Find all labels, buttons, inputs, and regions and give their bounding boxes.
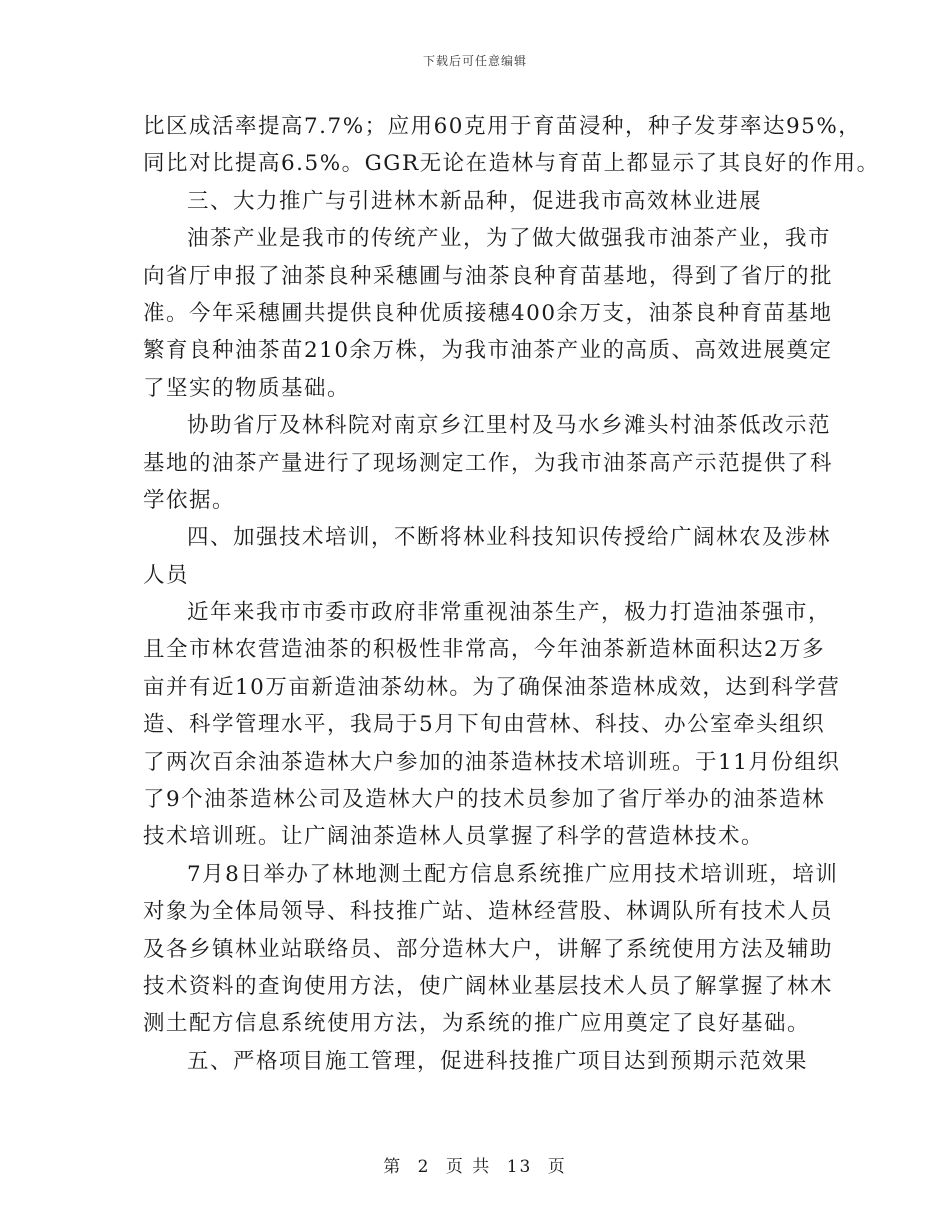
body-line: 协助省厅及林科院对南京乡江里村及马水乡滩头村油茶低改示范 xyxy=(187,413,832,439)
document-body xyxy=(143,108,880,1080)
section-heading: 五、严格项目施工管理，促进科技推广项目达到预期示范效果 xyxy=(187,1048,809,1074)
body-line: 测土配方信息系统使用方法，为系统的推广应用奠定了良好基础。 xyxy=(143,1011,811,1037)
body-line: 技术培训班。让广阔油茶造林人员掌握了科学的营造林技术。 xyxy=(143,824,765,850)
body-line: 技术资料的查询使用方法，使广阔林业基层技术人员了解掌握了林木 xyxy=(143,973,834,999)
footer-suffix: 页 xyxy=(547,1157,567,1177)
body-line: 了两次百余油茶造林大户参加的油茶造林技术培训班。于11月份组织 xyxy=(143,749,841,775)
footer-mid: 页 共 xyxy=(445,1157,492,1177)
body-line: 了9个油茶造林公司及造林大户的技术员参加了省厅举办的油茶造林 xyxy=(143,787,826,813)
body-line: 且全市林农营造油茶的积极性非常高，今年油茶新造林面积达2万多 xyxy=(143,637,826,663)
section-heading: 三、大力推广与引进林木新品种，促进我市高效林业进展 xyxy=(187,188,763,214)
body-line: 繁育良种油茶苗210余万株，为我市油茶产业的高质、高效进展奠定 xyxy=(143,338,833,364)
page-header: 下载后可任意编辑 xyxy=(422,54,527,68)
body-line: 准。今年采穗圃共提供良种优质接穗400余万支，油茶良种育苗基地 xyxy=(143,300,833,326)
body-line: 向省厅申报了油茶良种采穗圃与油茶良种育苗基地，得到了省厅的批 xyxy=(143,263,834,289)
body-line: 亩并有近10万亩新造油茶幼林。为了确保油茶造林成效，达到科学营 xyxy=(143,674,841,700)
body-line: 7月8日举办了林地测土配方信息系统推广应用技术培训班，培训 xyxy=(187,861,839,887)
body-line: 基地的油茶产量进行了现场测定工作，为我市油茶高产示范提供了科 xyxy=(143,450,834,476)
page-number: 2 xyxy=(417,1157,431,1177)
body-line: 人员 xyxy=(143,562,190,588)
body-line: 比区成活率提高7.7%；应用60克用于育苗浸种，种子发芽率达95%， xyxy=(143,114,862,139)
page-footer xyxy=(0,1152,950,1177)
body-line: 了坚实的物质基础。 xyxy=(143,375,351,401)
body-line: 及各乡镇林业站联络员、部分造林大户，讲解了系统使用方法及辅助 xyxy=(143,936,834,962)
page-total: 13 xyxy=(506,1157,533,1177)
section-heading: 四、加强技术培训，不断将林业科技知识传授给广阔林农及涉林 xyxy=(187,525,832,551)
footer-prefix: 第 xyxy=(383,1157,403,1177)
body-line: 造、科学管理水平，我局于5月下旬由营林、科技、办公室牵头组织 xyxy=(143,712,826,738)
body-line: 对象为全体局领导、科技推广站、造林经营股、林调队所有技术人员 xyxy=(143,899,834,925)
body-line: 近年来我市市委市政府非常重视油茶生产，极力打造油茶强市， xyxy=(187,600,832,626)
body-line: 同比对比提高6.5%。GGR无论在造林与育苗上都显示了其良好的作用。 xyxy=(143,151,880,177)
body-line: 油茶产业是我市的传统产业，为了做大做强我市油茶产业，我市 xyxy=(187,226,832,252)
body-line: 学依据。 xyxy=(143,487,236,513)
